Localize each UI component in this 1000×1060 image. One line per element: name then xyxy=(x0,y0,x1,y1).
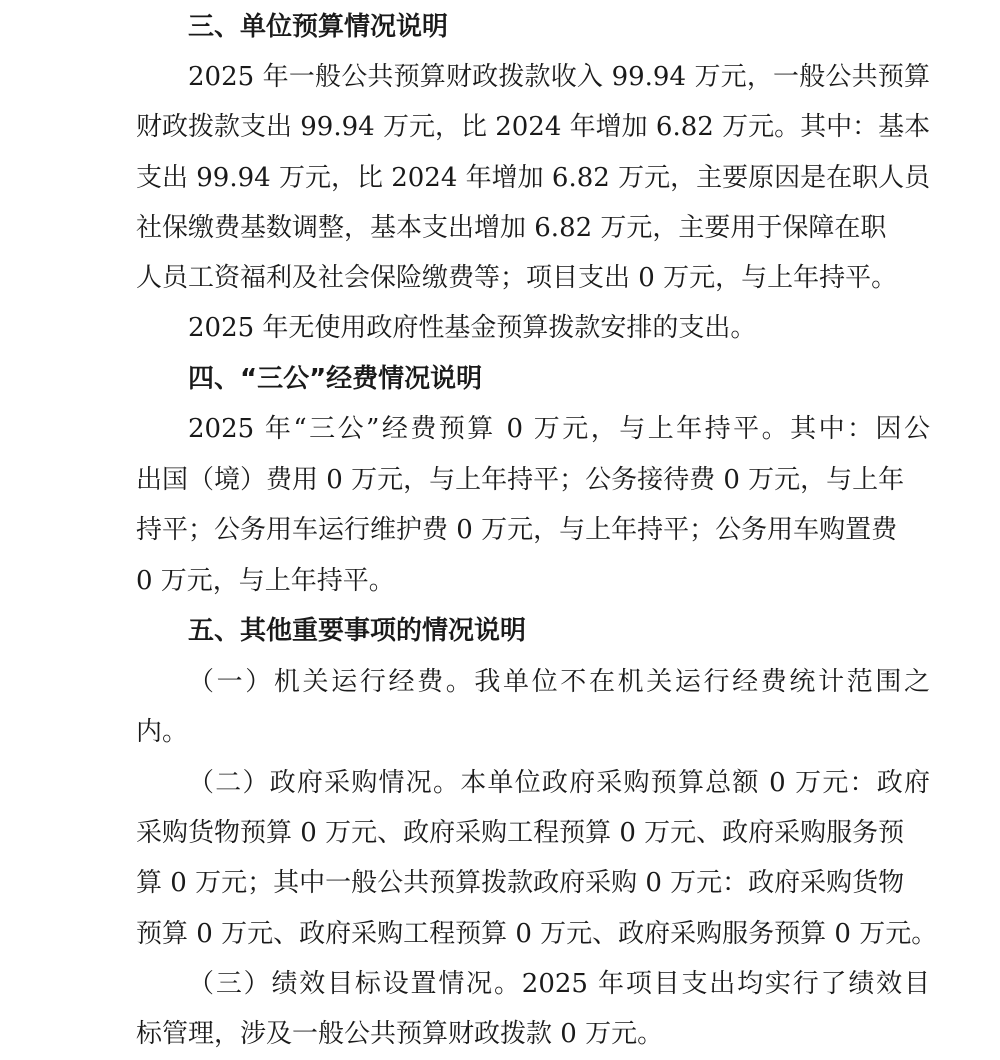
paragraph-line: 持平；公务用车运行维护费 0 万元，与上年持平；公务用车购置费 xyxy=(136,515,898,545)
paragraph-line: 采购货物预算 0 万元、政府采购工程预算 0 万元、政府采购服务预 xyxy=(136,818,905,848)
paragraph-line: 人员工资福利及社会保险缴费等；项目支出 0 万元，与上年持平。 xyxy=(136,263,898,293)
paragraph-first-line: 2025 年一般公共预算财政拨款收入 99.94 万元，一般公共预算 xyxy=(188,62,930,92)
paragraph-first-line: （一）机关运行经费。我单位不在机关运行经费统计范围之 xyxy=(188,667,930,697)
paragraph-line: 内。 xyxy=(136,717,189,747)
paragraph-line: 支出 99.94 万元，比 2024 年增加 6.82 万元，主要原因是在职人员 xyxy=(136,163,931,193)
paragraph-line: 算 0 万元；其中一般公共预算拨款政府采购 0 万元：政府采购货物 xyxy=(136,868,905,898)
paragraph-line: 财政拨款支出 99.94 万元，比 2024 年增加 6.82 万元。其中：基本 xyxy=(136,112,931,142)
paragraph-first-line: （三）绩效目标设置情况。2025 年项目支出均实行了绩效目 xyxy=(188,969,930,999)
paragraph-first-line: （二）政府采购情况。本单位政府采购预算总额 0 万元：政府 xyxy=(188,768,930,798)
section-heading: 四、“三公”经费情况说明 xyxy=(188,364,483,394)
paragraph-line: 标管理，涉及一般公共预算财政拨款 0 万元。 xyxy=(136,1019,664,1049)
paragraph-first-line: 2025 年“三公”经费预算 0 万元，与上年持平。其中：因公 xyxy=(188,414,930,444)
section-heading: 五、其他重要事项的情况说明 xyxy=(188,616,527,646)
paragraph-line: 社保缴费基数调整，基本支出增加 6.82 万元，主要用于保障在职 xyxy=(136,213,887,243)
paragraph-line: 出国（境）费用 0 万元，与上年持平；公务接待费 0 万元，与上年 xyxy=(136,465,905,495)
paragraph-line: 2025 年无使用政府性基金预算拨款安排的支出。 xyxy=(188,313,757,343)
section-heading: 三、单位预算情况说明 xyxy=(188,12,449,42)
paragraph-line: 0 万元，与上年持平。 xyxy=(136,566,395,596)
paragraph-line: 预算 0 万元、政府采购工程预算 0 万元、政府采购服务预算 0 万元。 xyxy=(136,919,938,949)
